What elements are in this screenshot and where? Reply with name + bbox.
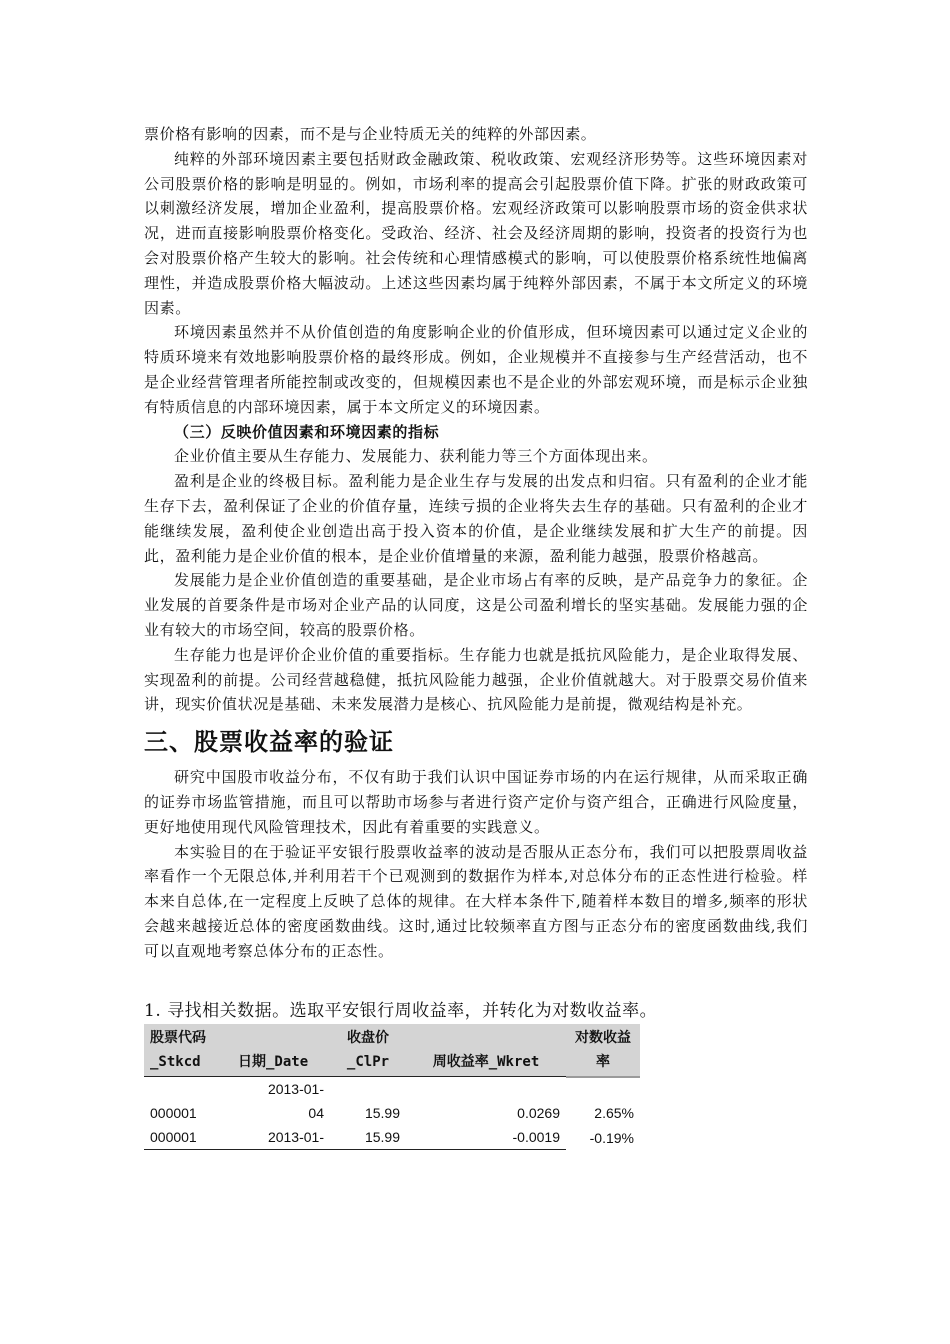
step-1: 1. 寻找相关数据。选取平安银行周收益率，并转化为对数收益率。	[144, 1000, 658, 1021]
cell-date: 04	[308, 1105, 324, 1121]
table-row	[144, 1125, 640, 1150]
cell-stock-code: 000001	[150, 1105, 197, 1121]
subheading-indicators: （三）反映价值因素和环境因素的指标	[174, 422, 440, 441]
paragraph-external-factors: 纯粹的外部环境因素主要包括财政金融政策、税收政策、宏观经济形势等。这些环境因素对公司股票价格的影响是明显的。例如，市场利率的提高会引起股票价值下降。扩张的财政政策可以刺激经济发展，增加企业盈利，提高股票价格。宏观经济政策可以影响股票市场的资金供求状况，进而直接影响股票价格变化。受政治、经济、社会及经济周期的影响，投资者的投资行为也会对股票价格产生较大的影响。社会传统和心理情感模式的影响，可以使股票价格系统性地偏离理性，并造成股票价格大幅波动。上述这些因素均属于纯粹外部因素，不属于本文所定义的环境因素。	[144, 149, 808, 317]
paragraph-research: 研究中国股市收益分布，不仅有助于我们认识中国证券市场的内在运行规律，从而采取正确的证券市场监管措施，而且可以帮助市场参与者进行资产定价与资产组合，正确进行风险度量，更好地使用现代风险管理技术，因此有着重要的实践意义。	[144, 768, 808, 836]
header-date: 日期_Date	[232, 1024, 330, 1077]
paragraph-environment-factors: 环境因素虽然并不从价值创造的角度影响企业的价值形成，但环境因素可以通过定义企业的特质环境来有效地影响股票价格的最终形成。例如，企业规模并不直接参与生产经营活动，也不是企业经营管理者所能控制或改变的，但规模因素也不是企业的外部宏观环境，而是标示企业独有特质信息的内部环境因素，属于本文所定义的环境因素。	[144, 323, 808, 416]
paragraph-survival: 生存能力也是评价企业价值的重要指标。生存能力也就是抵抗风险能力，是企业取得发展、实现盈利的前提。公司经营越稳健，抵抗风险能力越强，企业价值就越大。对于股票交易价值来讲，现实价值状况是基础、未来发展潜力是核心、抗风险能力是前提，微观结构是补充。	[144, 645, 808, 714]
section-title: 三、股票收益率的验证	[144, 728, 394, 757]
cell-date: 2013-01-	[232, 1125, 330, 1150]
paragraph-development: 发展能力是企业价值创造的重要基础，是企业市场占有率的反映，是产品竞争力的象征。企业发展的首要条件是市场对企业产品的认同度，这是公司盈利增长的坚实基础。发展能力强的企业有较大的市场空间，较高的股票价格。	[144, 571, 808, 639]
cell-date: 2013-01-	[267, 1081, 324, 1097]
table-row	[144, 1101, 640, 1125]
header-log-return: 对数收益 率	[566, 1024, 640, 1077]
cell-close-price: 15.99	[330, 1125, 406, 1150]
header-stock-code: 股票代码 _Stkcd	[144, 1024, 232, 1077]
table-header-row	[144, 1024, 640, 1077]
cell-weekly-return: -0.0019	[406, 1125, 566, 1150]
paragraph-continuation: 票价格有影响的因素，而不是与企业特质无关的纯粹的外部因素。	[144, 125, 597, 143]
paragraph-experiment: 本实验目的在于验证平安银行股票收益率的波动是否服从正态分布，我们可以把股票周收益率看作一个无限总体,并利用若干个已观测到的数据作为样本,对总体分布的正态性进行检验。样本来自总体,在一定程度上反映了总体的规律。在大样本条件下,随着样本数目的增多,频率的形状会越来越接近总体的密度函数曲线。这时,通过比较频率直方图与正态分布的密度函数曲线,我们可以直观地考察总体分布的正态性。	[144, 842, 808, 960]
returns-table	[144, 1024, 640, 1151]
paragraph-profitability: 盈利是企业的终极目标。盈利能力是企业生存与发展的出发点和归宿。只有盈利的企业才能生存下去，盈利保证了企业的价值存量，连续亏损的企业将失去生存的基础。只有盈利的企业才能继续发展，盈利使企业创造出高于投入资本的价值，是企业继续发展和扩大生产的前提。因此，盈利能力是企业价值的根本，是企业价值增量的来源，盈利能力越强，股票价格越高。	[144, 472, 808, 565]
cell-log-return: 2.65%	[594, 1105, 634, 1121]
cell-weekly-return: 0.0269	[517, 1105, 560, 1121]
cell-log-return: -0.19%	[589, 1129, 634, 1146]
header-weekly-return: 周收益率_Wkret	[406, 1024, 566, 1077]
header-close-price: 收盘价 _ClPr	[330, 1024, 406, 1077]
cell-stock-code: 000001	[144, 1125, 232, 1150]
table-row	[144, 1077, 640, 1102]
cell-close-price: 15.99	[364, 1105, 400, 1121]
paragraph-enterprise-value: 企业价值主要从生存能力、发展能力、获利能力等三个方面体现出来。	[174, 447, 658, 466]
document-page	[144, 122, 808, 1150]
